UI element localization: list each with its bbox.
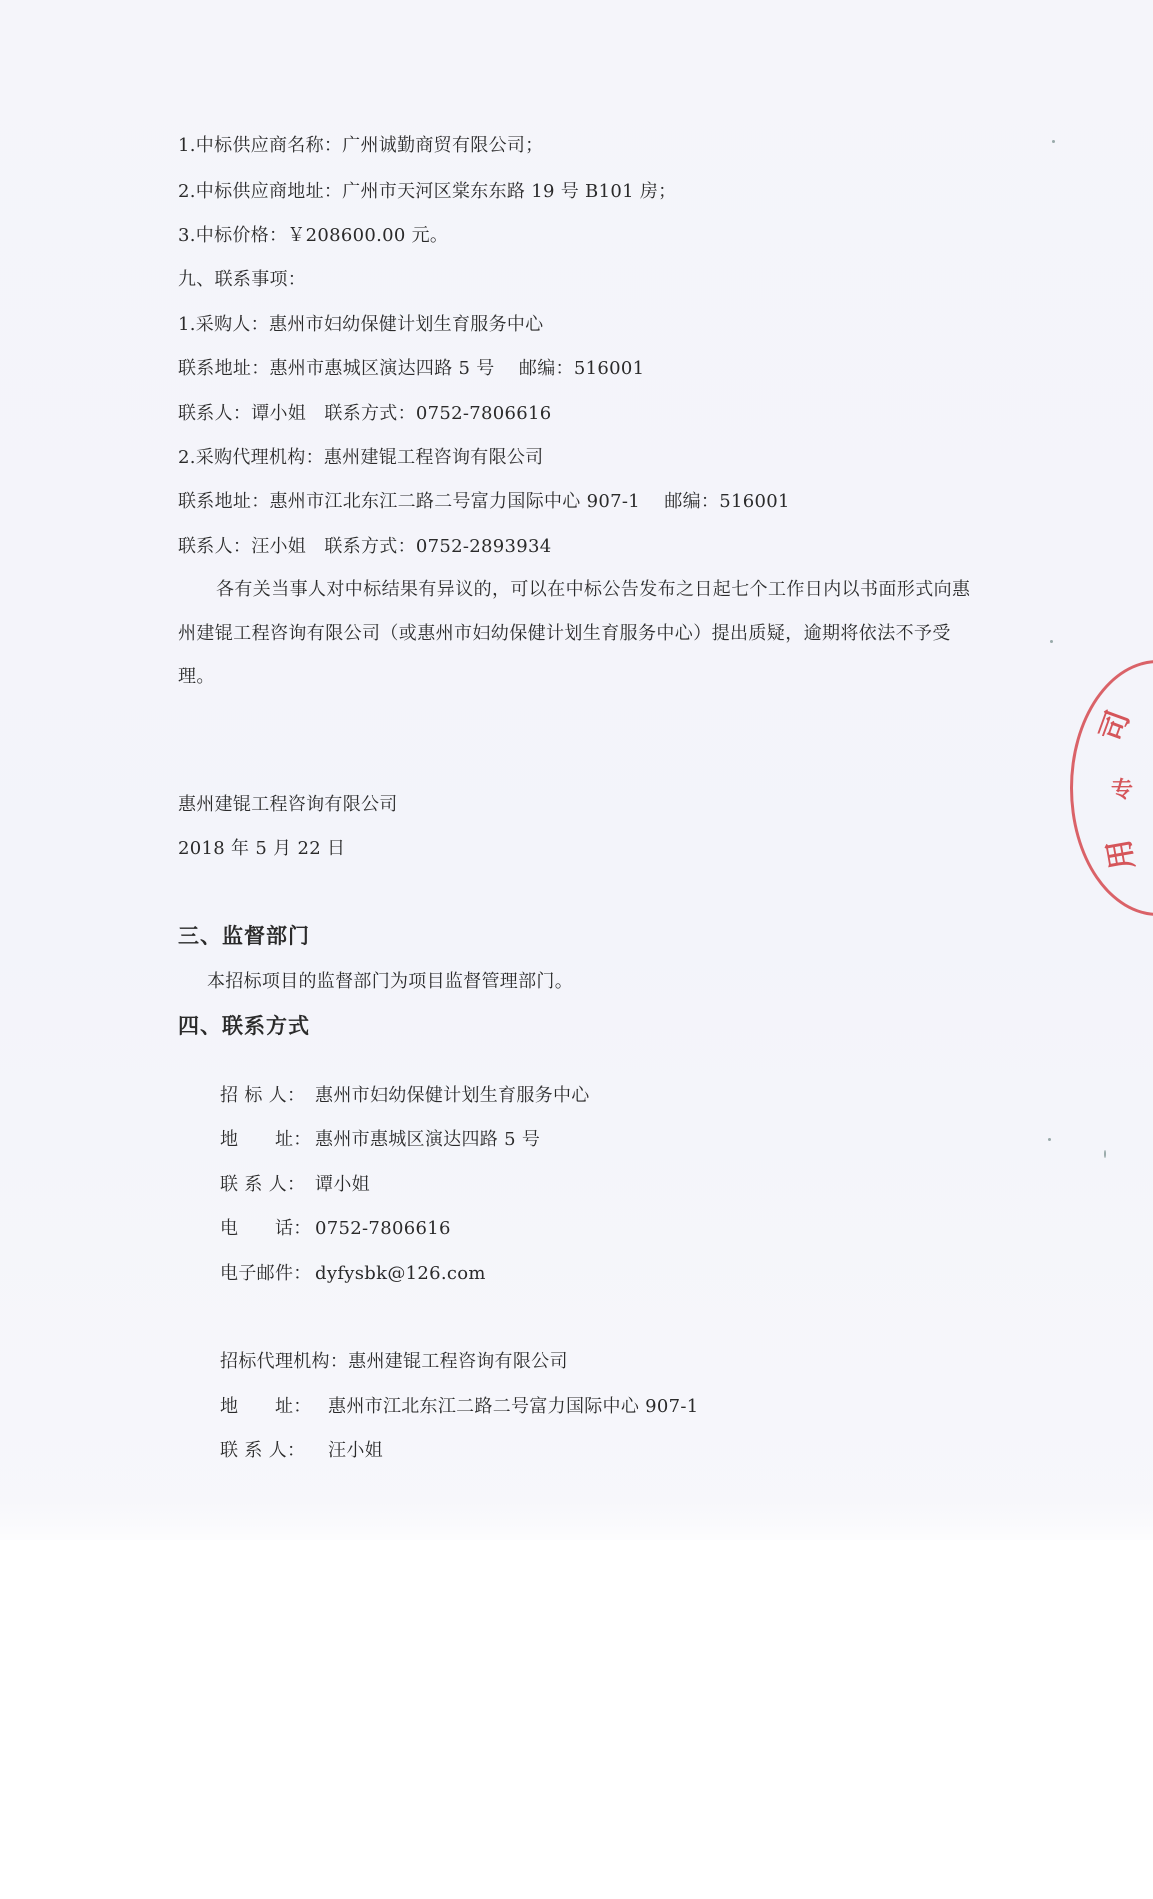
- objection-paragraph: 各有关当事人对中标结果有异议的，可以在中标公告发布之日起七个工作日内以书面形式向惠州建锟工程咨询有限公司（或惠州市妇幼保健计划生育服务中心）提出质疑，逾期将依法不予受理。: [178, 579, 971, 687]
- contact-value: 谭小姐: [315, 1174, 370, 1195]
- agency-contact-label: 联 系 人：: [220, 1440, 306, 1461]
- supervision-title: 三、监督部门: [178, 923, 310, 948]
- scan-speck: [1048, 1138, 1051, 1141]
- agency-label: 招标代理机构：: [220, 1351, 349, 1372]
- purchaser-contact-line: 联系人：谭小姐 联系方式：0752-7806616: [178, 403, 552, 424]
- winner-price: 3.中标价格：￥208600.00 元。: [178, 225, 449, 246]
- agency-address-row: [208, 1371, 699, 1419]
- agency-contact-value: 汪小姐: [328, 1440, 383, 1461]
- phone-value: 0752-7806616: [315, 1218, 451, 1239]
- agency-row: [208, 1326, 568, 1374]
- seal-char: 用: [1101, 836, 1142, 873]
- agency-contact-line: 联系人：汪小姐 联系方式：0752-2893934: [178, 536, 552, 557]
- agency-address-line: 联系地址：惠州市江北东江二路二号富力国际中心 907-1 邮编：516001: [178, 491, 790, 512]
- agency-contact-row: [208, 1415, 383, 1463]
- email-label: 电子邮件：: [220, 1263, 312, 1284]
- signature-date: 2018 年 5 月 22 日: [178, 838, 346, 859]
- address-row: [208, 1104, 540, 1152]
- contact-label: 联 系 人：: [220, 1174, 306, 1195]
- contacts-section-title: 九、联系事项：: [178, 269, 307, 290]
- signature-company: 惠州建锟工程咨询有限公司: [178, 794, 398, 815]
- supervision-text: 本招标项目的监督部门为项目监督管理部门。: [207, 971, 573, 992]
- winner-name: 1.中标供应商名称：广州诚勤商贸有限公司；: [178, 135, 544, 156]
- tenderer-value: 惠州市妇幼保健计划生育服务中心: [315, 1085, 590, 1106]
- contact-info-title: 四、联系方式: [178, 1013, 310, 1038]
- winner-address: 2.中标供应商地址：广州市天河区棠东东路 19 号 B101 房；: [178, 181, 677, 202]
- seal-char: 专: [1111, 778, 1134, 803]
- contact-row: [208, 1149, 370, 1197]
- scan-speck: [1104, 1150, 1106, 1158]
- phone-label: 电 话：: [220, 1218, 312, 1239]
- seal-char: 司: [1093, 706, 1137, 747]
- phone-row: [208, 1193, 451, 1241]
- purchaser-line: 1.采购人：惠州市妇幼保健计划生育服务中心: [178, 314, 544, 335]
- agency-address-value: 惠州市江北东江二路二号富力国际中心 907-1: [328, 1396, 699, 1417]
- agency-line: 2.采购代理机构：惠州建锟工程咨询有限公司: [178, 447, 544, 468]
- address-value: 惠州市惠城区演达四路 5 号: [315, 1129, 541, 1150]
- email-row: [208, 1238, 486, 1286]
- address-label: 地 址：: [220, 1129, 312, 1150]
- email-value: dyfysbk@126.com: [315, 1263, 486, 1284]
- scan-speck: [1050, 640, 1053, 643]
- tenderer-row: [208, 1060, 590, 1108]
- agency-value: 惠州建锟工程咨询有限公司: [348, 1351, 568, 1372]
- purchaser-address-line: 联系地址：惠州市惠城区演达四路 5 号 邮编：516001: [178, 358, 645, 379]
- tenderer-label: 招 标 人：: [220, 1085, 306, 1106]
- scan-speck: [1052, 140, 1055, 143]
- agency-address-label: 地 址：: [220, 1396, 312, 1417]
- scan-edge: [0, 1500, 1153, 1560]
